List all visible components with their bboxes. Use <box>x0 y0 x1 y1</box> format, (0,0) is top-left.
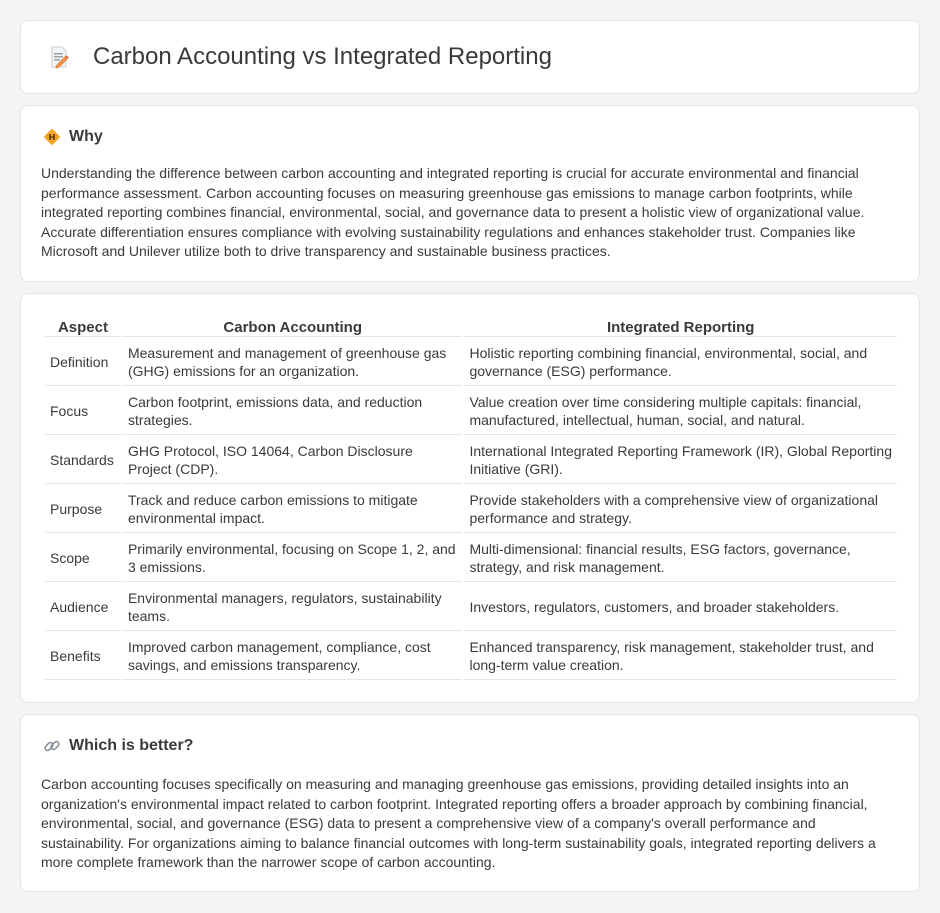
row-aspect: Scope <box>45 535 121 582</box>
page-title: Carbon Accounting vs Integrated Reporting <box>93 43 552 70</box>
table-row <box>45 486 897 533</box>
row-carbon-accounting: Environmental managers, regulators, sustainability teams. <box>123 584 462 631</box>
table-row <box>45 584 897 631</box>
row-carbon-accounting: Carbon footprint, emissions data, and reduction strategies. <box>123 388 462 435</box>
comparison-section <box>20 293 920 703</box>
row-integrated-reporting: Investors, regulators, customers, and broader stakeholders. <box>464 584 897 631</box>
better-text: Carbon accounting focuses specifically on measuring and managing greenhouse gas emissions, providing detailed insights into an organization's environmental impact related to carbon footprint. Integrated reporting offers a broader approach by combining financial, environmental, social, and governance (ESG) data to present a comprehensive view of a company's overall performance and sustainability. For organizations aiming to balance financial outcomes with long-term sustainability goals, integrated reporting delivers a more complete framework than the narrower scope of carbon accounting. <box>41 776 876 870</box>
which-is-better-section <box>20 714 920 892</box>
table-row <box>45 437 897 484</box>
diamond-warning-icon <box>43 128 61 146</box>
header-aspect: Aspect <box>45 317 121 337</box>
why-title: Why <box>69 128 103 145</box>
table-row <box>45 535 897 582</box>
row-carbon-accounting: GHG Protocol, ISO 14064, Carbon Disclosure Project (CDP). <box>123 437 462 484</box>
row-integrated-reporting: Enhanced transparency, risk management, stakeholder trust, and long-term value creation. <box>464 633 897 680</box>
link-icon <box>43 737 61 755</box>
row-aspect: Purpose <box>45 486 121 533</box>
row-aspect: Audience <box>45 584 121 631</box>
row-aspect: Standards <box>45 437 121 484</box>
row-integrated-reporting: International Integrated Reporting Framework (IR), Global Reporting Initiative (GRI). <box>464 437 897 484</box>
header-card <box>20 20 920 94</box>
row-carbon-accounting: Track and reduce carbon emissions to mitigate environmental impact. <box>123 486 462 533</box>
row-carbon-accounting: Primarily environmental, focusing on Scope 1, 2, and 3 emissions. <box>123 535 462 582</box>
row-carbon-accounting: Improved carbon management, compliance, cost savings, and emissions transparency. <box>123 633 462 680</box>
table-header-row <box>45 317 897 337</box>
row-integrated-reporting: Holistic reporting combining financial, environmental, social, and governance (ESG) performance. <box>464 339 897 386</box>
row-carbon-accounting: Measurement and management of greenhouse gas (GHG) emissions for an organization. <box>123 339 462 386</box>
comparison-table <box>43 315 899 682</box>
table-row <box>45 339 897 386</box>
why-section <box>20 105 920 282</box>
table-row <box>45 633 897 680</box>
row-aspect: Focus <box>45 388 121 435</box>
document-edit-icon <box>47 45 71 69</box>
header-integrated-reporting: Integrated Reporting <box>464 317 897 337</box>
table-row <box>45 388 897 435</box>
row-integrated-reporting: Multi-dimensional: financial results, ESG factors, governance, strategy, and risk management. <box>464 535 897 582</box>
row-aspect: Benefits <box>45 633 121 680</box>
row-integrated-reporting: Provide stakeholders with a comprehensive view of organizational performance and strategy. <box>464 486 897 533</box>
why-heading <box>43 128 103 146</box>
header-carbon-accounting: Carbon Accounting <box>123 317 462 337</box>
why-text: Understanding the difference between carbon accounting and integrated reporting is crucial for accurate environmental and financial performance assessment. Carbon accounting focuses on measuring greenhouse gas emissions to manage carbon footprints, while integrated reporting combines financial, environmental, social, and governance data to present a holistic view of organizational value. Accurate differentiation ensures compliance with evolving sustainability regulations and enhances stakeholder trust. Companies like Microsoft and Unilever utilize both to drive transparency and sustainable business practices. <box>41 165 865 259</box>
better-heading <box>43 737 193 755</box>
row-integrated-reporting: Value creation over time considering multiple capitals: financial, manufactured, intellectual, human, social, and natural. <box>464 388 897 435</box>
better-title: Which is better? <box>69 737 194 754</box>
row-aspect: Definition <box>45 339 121 386</box>
